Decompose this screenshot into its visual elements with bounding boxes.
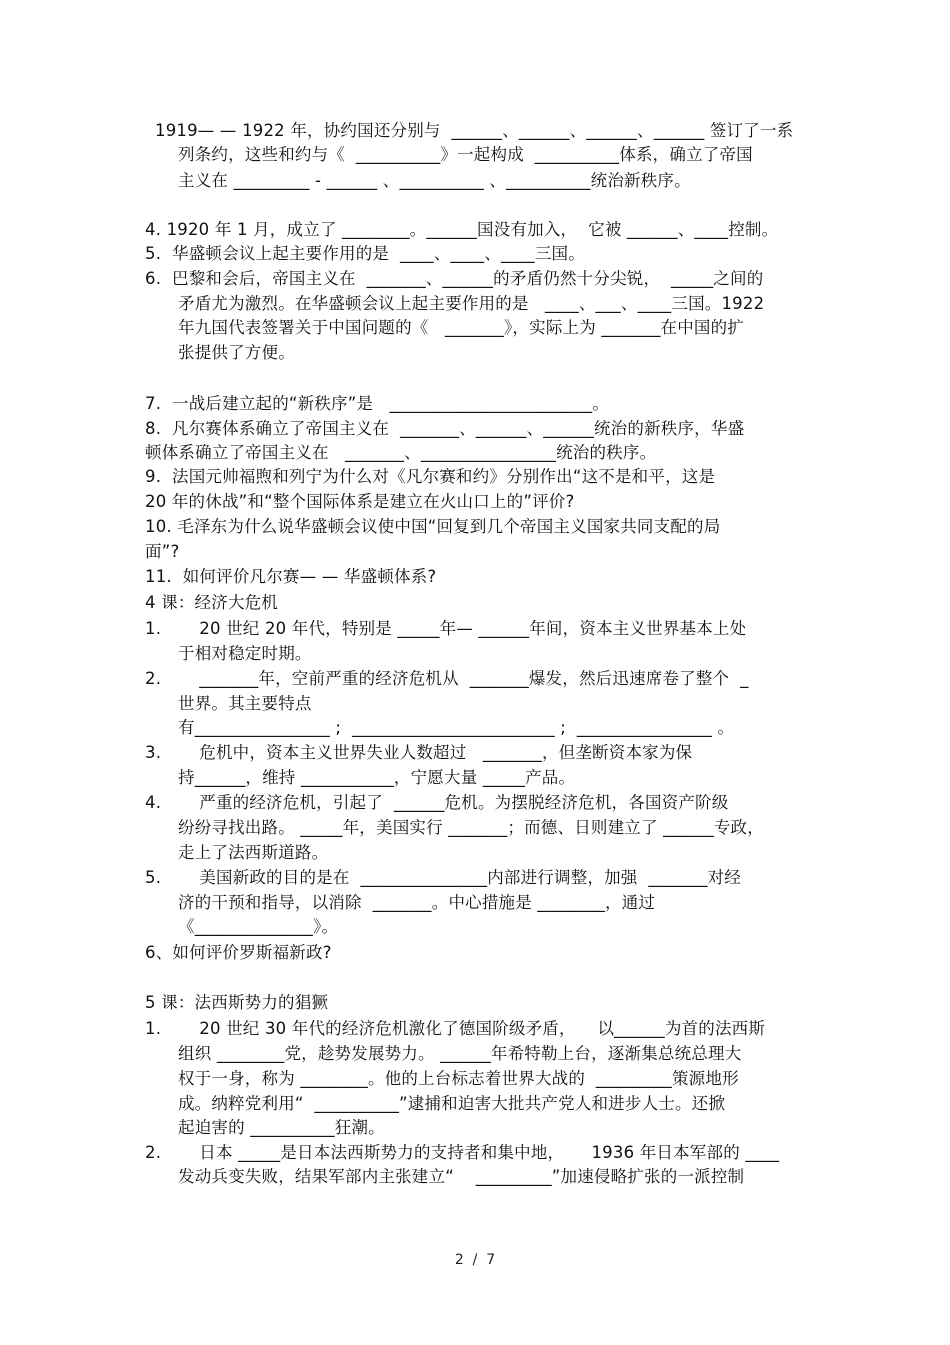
text-line: 《______________》。 [178,917,339,936]
text-line: 世界。其主要特点 [178,694,312,713]
text-line: 权于一身，称为 ________。他的上台标志着世界大战的 _________策源地形 [178,1069,739,1088]
text-line: 有________________ ; ________________________ ; ________________ 。 [178,718,735,737]
text-line: 6、如何评价罗斯福新政? [145,943,332,962]
text-line: 主义在 _________ - ______ 、__________ 、__________统治新秩序。 [178,171,691,190]
text-line: 面”? [145,542,180,561]
text-line: 张提供了方便。 [178,343,295,362]
text-line: 于相对稳定时期。 [178,644,312,663]
text-line: 矛盾尤为激烈。在华盛顿会议上起主要作用的是 ____、___、____三国。1922 [178,294,765,313]
text-line: 5. 华盛顿会议上起主要作用的是 ____、____、____三国。 [145,244,585,263]
text-line: 9. 法国元帅福煦和列宁为什么对《凡尔赛和约》分别作出“这不是和平，这是 [145,467,716,486]
text-line: 8. 凡尔赛体系确立了帝国主义在 _______、______、______统治的新秩序，华盛 [145,419,745,438]
text-line: 持______，维持 ___________，宁愿大量 _____产品。 [178,768,576,787]
text-line: 年九国代表签署关于中国问题的《 _______》，实际上为 _______在中国的扩 [178,318,745,337]
text-line: 走上了法西斯道路。 [178,843,329,862]
text-line: 4. 严重的经济危机，引起了 ______危机。为摆脱经济危机，各国资产阶级 [145,793,729,812]
text-line: 4. 1920 年 1 月，成立了 ________。______国没有加入， 它被 ______、____控制。 [145,220,779,239]
text-line: 4 课：经济大危机 [145,593,279,612]
text-line: 1. 20 世纪 20 年代，特别是 _____年— ______年间，资本主义世界基本上处 [145,619,747,638]
text-line: 列条约，这些和约与《 __________》一起构成 __________体系，确立了帝国 [178,145,753,164]
text-line: 2. _______年，空前严重的经济危机从 _______爆发，然后迅速席卷了整个 _ [145,669,749,688]
text-line: 济的干预和指导，以消除 _______。中心措施是 ________，通过 [178,893,656,912]
text-line: 7. 一战后建立起的“新秩序”是 ________________________。 [145,394,610,413]
text-line: 起迫害的 __________狂潮。 [178,1118,385,1137]
text-line: 11. 如何评价凡尔赛— — 华盛顿体系? [145,567,437,586]
text-line: 顿体系确立了帝国主义在 _______、________________统治的秩序。 [145,443,657,462]
text-line: 1919— — 1922 年，协约国还分别与 ______、______、______、______ 签订了一系 [155,121,794,140]
text-line: 发动兵变失败，结果军部内主张建立“ _________”加速侵略扩张的一派控制 [178,1167,745,1186]
text-line: 20 年的休战”和“整个国际体系是建立在火山口上的”评价? [145,492,575,511]
text-line: 2. 日本 _____是日本法西斯势力的支持者和集中地， 1936 年日本军部的 ____ [145,1143,780,1162]
text-line: 3. 危机中，资本主义世界失业人数超过 _______，但垄断资本家为保 [145,743,693,762]
text-line: 组织 ________党，趁势发展势力。 ______年希特勒上台，逐渐集总统总理大 [178,1044,742,1063]
text-line: 成。纳粹党利用“ __________”逮捕和迫害大批共产党人和进步人士。还掀 [178,1094,726,1113]
text-line: 5. 美国新政的目的是在 _______________内部进行调整，加强 _______对经 [145,868,741,887]
text-line: 10. 毛泽东为什么说华盛顿会议使中国“回复到几个帝国主义国家共同支配的局 [145,517,721,536]
text-line: 5 课：法西斯势力的猖獗 [145,993,329,1012]
page-number: 2 / 7 [454,1252,496,1268]
text-line: 纷纷寻找出路。 _____年，美国实行 _______；而德、日则建立了 ______专政， [178,818,764,837]
text-line: 1. 20 世纪 30 年代的经济危机激化了德国阶级矛盾， 以______为首的法西斯 [145,1019,766,1038]
text-line: 6. 巴黎和会后，帝国主义在 _______、______的矛盾仍然十分尖锐， _____之间的 [145,269,764,288]
